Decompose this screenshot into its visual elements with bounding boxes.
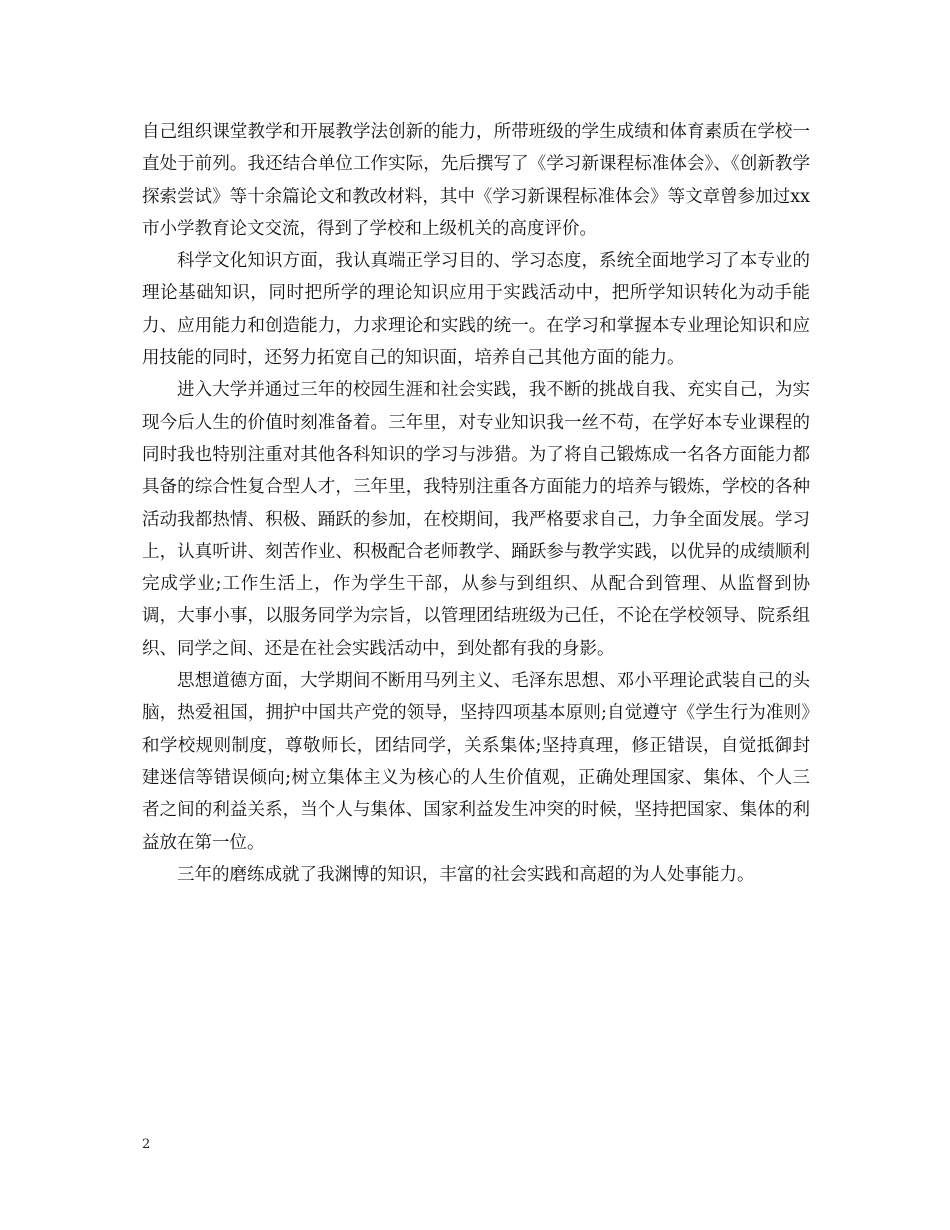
page-number: 2 [142,1137,151,1152]
paragraph-morality: 思想道德方面，大学期间不断用马列主义、毛泽东思想、邓小平理论武装自己的头脑，热爱祖国，拥护中国共产党的领导，坚持四项基本原则;自觉遵守《学生行为准则》和学校规则制度，尊敬师长，团结同学，关系集体;坚持真理，修正错误，自觉抵御封建迷信等错误倾向;树立集体主义为核心的人生价值观，正确处理国家、集体、个人三者之间的利益关系，当个人与集体、国家利益发生冲突的时候，坚持把国家、集体的利益放在第一位。 [142,671,810,853]
paragraph-knowledge: 科学文化知识方面，我认真端正学习目的、学习态度，系统全面地学习了本专业的理论基础知识，同时把所学的理论知识应用于实践活动中，把所学知识转化为动手能力、应用能力和创造能力，力求理论和实践的统一。在学习和掌握本专业理论知识和应用技能的同时，还努力拓宽自己的知识面，培养自己其他方面的能力。 [142,251,810,369]
paragraph-continuation: 自己组织课堂教学和开展教学法创新的能力，所带班级的学生成绩和体育素质在学校一直处于前列。我还结合单位工作实际，先后撰写了《学习新课程标准体会》、《创新教学探索尝试》等十余篇论文和教改材料，其中《学习新课程标准体会》等文章曾参加过xx市小学教育论文交流，得到了学校和上级机关的高度评价。 [142,122,810,239]
body-text [142,116,810,891]
paragraph-university: 进入大学并通过三年的校园生涯和社会实践，我不断的挑战自我、充实自己，为实现今后人生的价值时刻准备着。三年里，对专业知识我一丝不苟，在学好本专业课程的同时我也特别注重对其他各科知识的学习与涉猎。为了将自己锻炼成一名各方面能力都具备的综合性复合型人才，三年里，我特别注重各方面能力的培养与锻炼，学校的各种活动我都热情、积极、踊跃的参加，在校期间，我严格要求自己，力争全面发展。学习上，认真听讲、刻苦作业、积极配合老师教学、踊跃参与教学实践，以优异的成绩顺利完成学业;工作生活上，作为学生干部，从参与到组织、从配合到管理、从监督到协调，大事小事，以服务同学为宗旨，以管理团结班级为己任，不论在学校领导、院系组织、同学之间、还是在社会实践活动中，到处都有我的身影。 [142,380,810,659]
paragraph-summary: 三年的磨练成就了我渊博的知识，丰富的社会实践和高超的为人处事能力。 [177,864,755,885]
